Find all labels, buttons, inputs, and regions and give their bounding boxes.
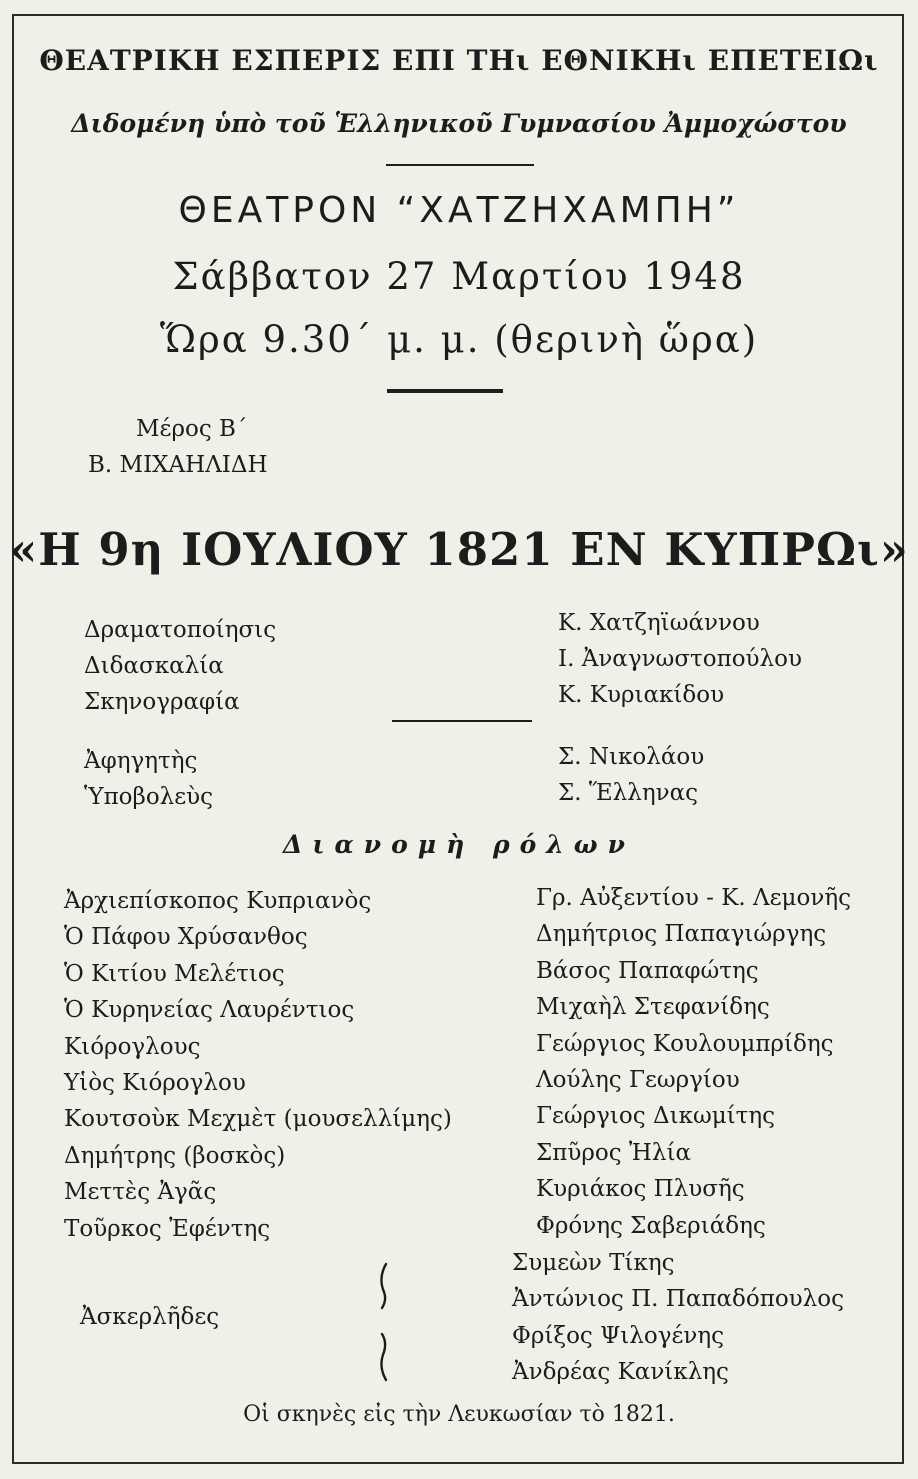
cast-actor: Γεώργιος Κουλουμπρίδης — [536, 1030, 834, 1057]
author-name: Β. ΜΙΧΑΗΛΙΔΗ — [88, 452, 268, 478]
cast-role: Δημήτρης (βοσκὸς) — [64, 1142, 286, 1169]
part-label: Μέρος Β΄ — [136, 416, 248, 442]
group-brace-icon — [374, 1262, 394, 1382]
staff-name: Σ. Ἕλληνας — [558, 780, 699, 806]
event-heading: ΘΕΑΤΡΙΚΗ ΕΣΠΕΡΙΣ ΕΠΙ ΤΗι ΕΘΝΙΚΗι ΕΠΕΤΕΙΩι — [39, 44, 879, 77]
credit-name: Κ. Χατζηϊωάννου — [558, 610, 760, 636]
cast-role: Τοῦρκος Ἐφέντης — [64, 1215, 271, 1242]
credit-name: Κ. Κυριακίδου — [558, 682, 725, 708]
divider — [386, 164, 534, 166]
cast-actor: Φρόνης Σαβεριάδης — [536, 1212, 766, 1239]
staff-role: Ὑποβολεὺς — [84, 784, 214, 810]
cast-actor: Γρ. Αὐξεντίου - Κ. Λεμονῆς — [536, 885, 851, 911]
credit-role: Σκηνογραφία — [84, 689, 240, 715]
cast-actor: Σπῦρος Ἠλία — [536, 1139, 692, 1166]
staff-role: Ἀφηγητὴς — [84, 748, 198, 774]
cast-role: Ὁ Πάφου Χρύσανθος — [64, 924, 308, 951]
cast-role: Κουτσοὺκ Μεχμὲτ (μουσελλίμης) — [64, 1106, 452, 1133]
cast-role: Ἀρχιεπίσκοπος Κυπριανὸς — [64, 888, 372, 914]
footer-note: Οἱ σκηνὲς εἰς τὴν Λευκωσίαν τὸ 1821. — [243, 1402, 675, 1427]
cast-actor: Λούλης Γεωργίου — [536, 1067, 740, 1094]
cast-actor: Βάσος Παπαφώτης — [536, 957, 759, 984]
cast-role: Κιόρογλους — [64, 1033, 201, 1060]
cast-role-askerlides: Ἀσκερλῆδες — [80, 1304, 220, 1330]
thick-divider — [387, 389, 503, 393]
theatre-name: ΘΕΑΤΡΟΝ “ΧΑΤΖΗΧΑΜΠΗ” — [178, 190, 740, 231]
credit-role: Δραματοποίησις — [84, 617, 277, 643]
cast-heading: Διανομὴ ρόλων — [283, 830, 635, 859]
cast-actor: Κυριάκος Πλυσῆς — [536, 1176, 745, 1203]
cast-actor: Συμεὼν Τίκης — [512, 1250, 675, 1276]
play-title: «Η 9η ΙΟΥΛΙΟΥ 1821 ΕΝ ΚΥΠΡΩι» — [9, 523, 909, 576]
cast-actor: Δημήτριος Παπαγιώργης — [536, 921, 827, 948]
cast-role: Ὁ Κυρηνείας Λαυρέντιος — [64, 997, 355, 1024]
event-subheading: Διδομένη ὑπὸ τοῦ Ἑλληνικοῦ Γυμνασίου Ἀμμοχώστου — [71, 109, 847, 138]
performance-time: Ὥρα 9.30΄ μ. μ. (θερινὴ ὥρα) — [159, 318, 759, 361]
staff-name: Σ. Νικολάου — [558, 744, 705, 770]
cast-actor: Φρίξος Ψιλογένης — [512, 1322, 725, 1349]
cast-actor: Ἀντώνιος Π. Παπαδόπουλος — [512, 1286, 844, 1313]
performance-date: Σάββατον 27 Μαρτίου 1948 — [172, 255, 746, 298]
cast-actor: Μιχαὴλ Στεφανίδης — [536, 994, 770, 1021]
divider — [392, 720, 532, 722]
credit-name: Ι. Ἀναγνωστοπούλου — [558, 646, 802, 672]
credit-role: Διδασκαλία — [84, 653, 224, 679]
cast-role: Μεττὲς Ἀγᾶς — [64, 1179, 217, 1206]
cast-actor: Γεώργιος Δικωμίτης — [536, 1103, 776, 1130]
cast-actor: Ἀνδρέας Κανίκλης — [512, 1359, 729, 1386]
cast-role: Υἱὸς Κιόρογλου — [64, 1070, 246, 1097]
cast-role: Ὁ Κιτίου Μελέτιος — [64, 960, 285, 987]
